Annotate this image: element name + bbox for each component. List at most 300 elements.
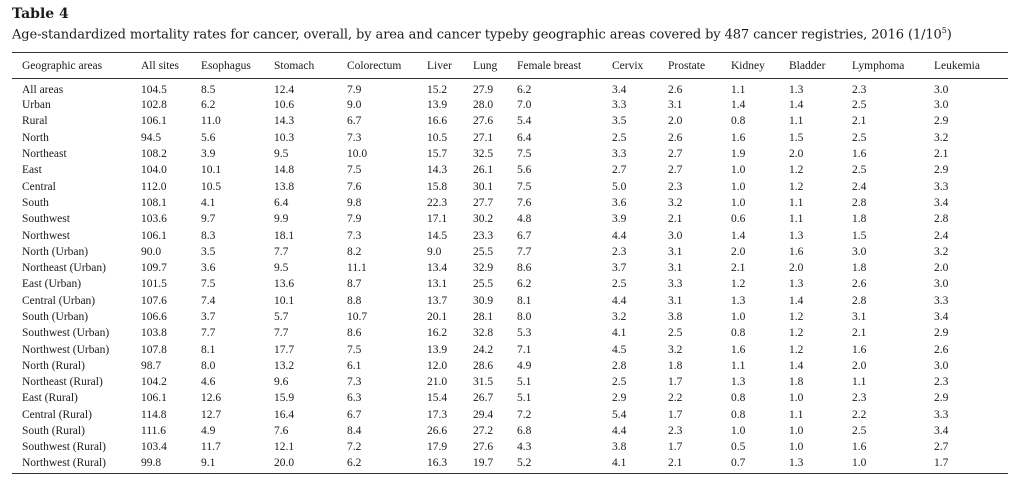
value-cell: 2.5	[612, 131, 627, 144]
column-header: Bladder	[787, 53, 850, 79]
value-cell: 29.4	[473, 408, 494, 421]
value-cell: 3.9	[612, 213, 627, 226]
table-row	[12, 130, 1008, 146]
table-row	[12, 227, 1008, 243]
value-cell: 3.4	[934, 196, 949, 209]
value-cell: 111.6	[141, 425, 167, 438]
area-cell: North (Rural)	[22, 359, 85, 372]
value-cell: 10.1	[274, 294, 295, 307]
value-cell: 7.7	[274, 327, 289, 340]
value-cell: 14.3	[274, 115, 295, 128]
value-cell: 3.1	[852, 311, 867, 323]
value-cell: 5.2	[515, 456, 610, 474]
area-cell: East	[22, 164, 42, 177]
value-cell: 30.1	[473, 180, 494, 193]
area-cell: Southwest (Rural)	[22, 441, 107, 454]
value-cell: 2.7	[612, 164, 627, 177]
value-cell: 13.6	[274, 278, 295, 291]
area-cell: Southwest	[22, 213, 70, 226]
value-cell: 1.2	[731, 278, 746, 291]
value-cell: 1.2	[789, 164, 804, 177]
area-cell: Central (Rural)	[22, 408, 92, 421]
value-cell: 12.6	[201, 392, 222, 405]
value-cell: 3.0	[934, 278, 949, 291]
value-cell: 2.3	[612, 245, 627, 258]
value-cell: 27.9	[473, 84, 494, 96]
table-row	[12, 390, 1008, 406]
area-cell: North (Urban)	[22, 245, 89, 258]
value-cell: 1.0	[731, 425, 746, 438]
value-cell: 26.1	[473, 164, 494, 177]
value-cell: 10.0	[347, 148, 368, 161]
value-cell: 104.2	[141, 376, 167, 389]
value-cell: 3.8	[668, 311, 683, 323]
value-cell: 3.3	[668, 278, 683, 291]
value-cell: 101.5	[141, 278, 167, 291]
value-cell: 9.0	[427, 245, 442, 258]
value-cell: 4.9	[201, 425, 216, 438]
value-cell: 7.7	[517, 245, 532, 258]
value-cell: 3.4	[934, 311, 949, 323]
value-cell: 103.8	[141, 327, 167, 340]
value-cell: 104.0	[141, 164, 167, 177]
value-cell: 3.1	[668, 294, 683, 307]
value-cell: 2.9	[934, 327, 949, 340]
value-cell: 3.6	[612, 196, 627, 209]
value-cell: 2.6	[668, 131, 683, 144]
value-cell: 3.0	[934, 84, 949, 96]
value-cell: 1.3	[731, 294, 746, 307]
area-cell: Rural	[22, 115, 48, 128]
value-cell: 3.5	[201, 245, 216, 258]
value-cell: 7.7	[274, 245, 289, 258]
value-cell: 2.9	[934, 164, 949, 177]
value-cell: 12.4	[274, 84, 295, 96]
value-cell: 13.9	[427, 343, 448, 356]
value-cell: 1.3	[787, 456, 850, 474]
value-cell: 6.7	[347, 115, 362, 128]
value-cell: 1.8	[852, 262, 867, 275]
value-cell: 6.4	[517, 131, 532, 144]
value-cell: 11.7	[201, 441, 221, 454]
value-cell: 6.2	[345, 456, 425, 474]
value-cell: 4.1	[610, 456, 666, 474]
table-row	[12, 162, 1008, 178]
value-cell: 15.4	[427, 392, 448, 405]
area-cell: East (Rural)	[22, 392, 78, 405]
value-cell: 3.1	[668, 245, 683, 258]
value-cell: 2.9	[934, 115, 949, 128]
value-cell: 1.1	[789, 408, 804, 421]
value-cell: 106.1	[141, 115, 167, 128]
value-cell: 10.3	[274, 131, 295, 144]
column-header: Geographic areas	[12, 53, 139, 79]
value-cell: 7.9	[347, 213, 362, 226]
value-cell: 2.2	[668, 392, 683, 405]
value-cell: 2.7	[668, 148, 683, 161]
value-cell: 106.1	[141, 392, 167, 405]
value-cell: 1.3	[789, 278, 804, 291]
value-cell: 2.5	[612, 376, 627, 389]
value-cell: 5.4	[517, 115, 532, 128]
value-cell: 4.1	[612, 327, 627, 340]
value-cell: 0.7	[729, 456, 787, 474]
area-cell: Northwest (Urban)	[22, 343, 110, 356]
area-cell: South (Rural)	[22, 425, 85, 438]
value-cell: 10.5	[201, 180, 222, 193]
value-cell: 9.1	[199, 456, 272, 474]
area-cell: Southwest (Urban)	[22, 327, 110, 340]
value-cell: 27.7	[473, 196, 494, 209]
table-row	[12, 293, 1008, 309]
value-cell: 1.3	[789, 84, 804, 96]
value-cell: 107.6	[141, 294, 167, 307]
value-cell: 3.2	[668, 196, 683, 209]
value-cell: 3.0	[668, 229, 683, 242]
value-cell: 17.3	[427, 408, 448, 421]
value-cell: 6.7	[517, 229, 532, 242]
area-cell: South (Urban)	[22, 311, 89, 323]
value-cell: 32.9	[473, 262, 494, 275]
value-cell: 112.0	[141, 180, 167, 193]
value-cell: 13.2	[274, 359, 295, 372]
value-cell: 3.2	[934, 131, 949, 144]
value-cell: 6.4	[274, 196, 289, 209]
value-cell: 27.1	[473, 131, 494, 144]
table-row	[12, 439, 1008, 455]
value-cell: 2.3	[668, 425, 683, 438]
value-cell: 8.6	[517, 262, 532, 275]
value-cell: 2.3	[934, 376, 949, 389]
area-cell: Urban	[22, 99, 51, 112]
table-row	[12, 276, 1008, 292]
value-cell: 7.5	[517, 180, 532, 193]
column-header: Leukemia	[932, 53, 1008, 79]
value-cell: 9.6	[274, 376, 289, 389]
value-cell: 106.1	[141, 229, 167, 242]
value-cell: 2.4	[934, 229, 949, 242]
value-cell: 19.7	[471, 456, 515, 474]
value-cell: 26.7	[473, 392, 494, 405]
value-cell: 3.3	[934, 294, 949, 307]
value-cell: 1.9	[731, 148, 746, 161]
value-cell: 2.1	[731, 262, 746, 275]
value-cell: 13.4	[427, 262, 448, 275]
value-cell: 1.1	[789, 196, 804, 209]
value-cell: 7.6	[274, 425, 289, 438]
value-cell: 11.1	[347, 262, 367, 275]
value-cell: 15.7	[427, 148, 448, 161]
value-cell: 8.0	[201, 359, 216, 372]
table-row	[12, 456, 1008, 474]
table-row	[12, 358, 1008, 374]
value-cell: 9.9	[274, 213, 289, 226]
value-cell: 1.0	[731, 196, 746, 209]
value-cell: 2.5	[852, 99, 867, 112]
value-cell: 0.8	[731, 408, 746, 421]
value-cell: 23.3	[473, 229, 494, 242]
area-cell: Northwest	[22, 229, 70, 242]
value-cell: 8.6	[347, 327, 362, 340]
value-cell: 0.8	[731, 115, 746, 128]
value-cell: 1.5	[789, 131, 804, 144]
value-cell: 2.5	[852, 131, 867, 144]
value-cell: 5.1	[517, 376, 532, 389]
table-row	[12, 325, 1008, 341]
value-cell: 14.3	[427, 164, 448, 177]
value-cell: 3.1	[668, 99, 683, 112]
value-cell: 2.7	[934, 441, 949, 454]
value-cell: 103.6	[141, 213, 167, 226]
value-cell: 2.1	[852, 327, 867, 340]
value-cell: 2.1	[934, 148, 949, 161]
value-cell: 2.1	[668, 213, 683, 226]
value-cell: 3.2	[668, 343, 683, 356]
area-cell: All areas	[22, 84, 64, 96]
value-cell: 5.7	[274, 311, 289, 323]
value-cell: 8.1	[201, 343, 216, 356]
table-title-text: Age-standardized mortality rates for cancer, overall, by area and cancer typeby geographic areas covered by 487 cancer registries, 2016 (1/10	[12, 27, 942, 43]
value-cell: 5.6	[517, 164, 532, 177]
value-cell: 99.8	[139, 456, 199, 474]
value-cell: 24.2	[473, 343, 494, 356]
value-cell: 1.7	[668, 408, 683, 421]
value-cell: 5.0	[612, 180, 627, 193]
value-cell: 1.6	[789, 245, 804, 258]
value-cell: 9.0	[347, 99, 362, 112]
value-cell: 2.0	[789, 148, 804, 161]
value-cell: 106.6	[141, 311, 167, 323]
value-cell: 1.6	[731, 343, 746, 356]
value-cell: 3.3	[934, 408, 949, 421]
table-row	[12, 211, 1008, 227]
value-cell: 3.6	[201, 262, 216, 275]
value-cell: 2.5	[612, 278, 627, 291]
value-cell: 2.8	[934, 213, 949, 226]
value-cell: 7.5	[347, 343, 362, 356]
value-cell: 3.3	[612, 99, 627, 112]
value-cell: 6.8	[517, 425, 532, 438]
value-cell: 6.7	[347, 408, 362, 421]
value-cell: 5.1	[517, 392, 532, 405]
value-cell: 1.1	[731, 84, 746, 96]
value-cell: 2.3	[852, 84, 867, 96]
value-cell: 17.9	[427, 441, 448, 454]
value-cell: 2.8	[852, 294, 867, 307]
table-body	[12, 79, 1008, 474]
value-cell: 9.5	[274, 148, 289, 161]
value-cell: 7.3	[347, 376, 362, 389]
value-cell: 1.0	[850, 456, 932, 474]
value-cell: 17.1	[427, 213, 448, 226]
value-cell: 3.2	[612, 311, 627, 323]
value-cell: 28.1	[473, 311, 494, 323]
value-cell: 1.2	[789, 311, 804, 323]
value-cell: 12.1	[274, 441, 295, 454]
value-cell: 3.3	[934, 180, 949, 193]
area-cell: Northeast (Urban)	[22, 262, 106, 275]
value-cell: 12.7	[201, 408, 222, 421]
value-cell: 20.0	[272, 456, 345, 474]
value-cell: 94.5	[141, 131, 162, 144]
value-cell: 1.7	[668, 441, 683, 454]
value-cell: 4.4	[612, 294, 627, 307]
value-cell: 0.6	[731, 213, 746, 226]
value-cell: 15.9	[274, 392, 295, 405]
value-cell: 1.1	[852, 376, 867, 389]
value-cell: 7.6	[517, 196, 532, 209]
value-cell: 1.3	[789, 229, 804, 242]
value-cell: 22.3	[427, 196, 448, 209]
value-cell: 4.4	[612, 425, 627, 438]
column-header: Lung	[471, 53, 515, 79]
value-cell: 10.1	[201, 164, 222, 177]
value-cell: 107.8	[141, 343, 167, 356]
value-cell: 3.9	[201, 148, 216, 161]
value-cell: 2.0	[668, 115, 683, 128]
value-cell: 13.1	[427, 278, 448, 291]
value-cell: 2.5	[852, 164, 867, 177]
table-row	[12, 260, 1008, 276]
value-cell: 108.2	[141, 148, 167, 161]
column-header: All sites	[139, 53, 199, 79]
mortality-table	[12, 52, 1008, 474]
value-cell: 2.1	[852, 115, 867, 128]
area-cell: Northwest (Rural)	[12, 456, 139, 474]
value-cell: 13.8	[274, 180, 295, 193]
value-cell: 2.5	[668, 327, 683, 340]
value-cell: 8.2	[347, 245, 362, 258]
value-cell: 1.6	[852, 441, 867, 454]
column-header: Prostate	[666, 53, 729, 79]
value-cell: 6.2	[517, 84, 532, 96]
value-cell: 12.0	[427, 359, 448, 372]
area-cell: Northeast	[22, 148, 67, 161]
value-cell: 9.8	[347, 196, 362, 209]
value-cell: 0.8	[731, 327, 746, 340]
value-cell: 2.0	[934, 262, 949, 275]
value-cell: 28.6	[473, 359, 494, 372]
value-cell: 1.0	[789, 441, 804, 454]
area-cell: Northeast (Rural)	[22, 376, 103, 389]
column-header: Colorectum	[345, 53, 425, 79]
column-header: Stomach	[272, 53, 345, 79]
value-cell: 1.8	[789, 376, 804, 389]
value-cell: 28.0	[473, 99, 494, 112]
value-cell: 5.4	[612, 408, 627, 421]
value-cell: 1.8	[852, 213, 867, 226]
table-row	[12, 423, 1008, 439]
value-cell: 3.7	[612, 262, 627, 275]
column-header: Liver	[425, 53, 471, 79]
table-row	[12, 113, 1008, 129]
value-cell: 90.0	[141, 245, 162, 258]
value-cell: 3.1	[668, 262, 683, 275]
table-row	[12, 79, 1008, 98]
value-cell: 4.8	[517, 213, 532, 226]
value-cell: 2.1	[666, 456, 729, 474]
table-row	[12, 309, 1008, 325]
column-header: Esophagus	[199, 53, 272, 79]
value-cell: 1.0	[789, 425, 804, 438]
value-cell: 109.7	[141, 262, 167, 275]
table-label: Table 4	[12, 6, 69, 22]
value-cell: 2.0	[789, 262, 804, 275]
value-cell: 3.2	[934, 245, 949, 258]
value-cell: 1.4	[789, 99, 804, 112]
value-cell: 1.5	[852, 229, 867, 242]
table-row	[12, 97, 1008, 113]
value-cell: 1.4	[789, 294, 804, 307]
value-cell: 2.8	[852, 196, 867, 209]
value-cell: 8.4	[347, 425, 362, 438]
value-cell: 10.5	[427, 131, 448, 144]
value-cell: 25.5	[473, 245, 494, 258]
value-cell: 16.6	[427, 115, 448, 128]
table-title	[12, 22, 952, 43]
value-cell: 1.1	[789, 115, 804, 128]
value-cell: 2.9	[612, 392, 627, 405]
value-cell: 2.3	[668, 180, 683, 193]
value-cell: 5.3	[517, 327, 532, 340]
value-cell: 7.4	[201, 294, 216, 307]
value-cell: 31.5	[473, 376, 494, 389]
value-cell: 7.5	[517, 148, 532, 161]
value-cell: 7.7	[201, 327, 216, 340]
value-cell: 7.3	[347, 131, 362, 144]
value-cell: 2.2	[852, 408, 867, 421]
value-cell: 7.2	[347, 441, 362, 454]
value-cell: 1.6	[731, 131, 746, 144]
value-cell: 2.6	[852, 278, 867, 291]
value-cell: 3.0	[852, 245, 867, 258]
value-cell: 1.4	[731, 229, 746, 242]
area-cell: Central	[22, 180, 56, 193]
value-cell: 16.2	[427, 327, 448, 340]
value-cell: 4.3	[517, 441, 532, 454]
value-cell: 103.4	[141, 441, 167, 454]
table-row	[12, 244, 1008, 260]
value-cell: 6.2	[201, 99, 216, 112]
value-cell: 13.9	[427, 99, 448, 112]
value-cell: 1.6	[852, 148, 867, 161]
value-cell: 5.6	[201, 131, 216, 144]
value-cell: 9.7	[201, 213, 216, 226]
value-cell: 1.2	[789, 327, 804, 340]
value-cell: 1.1	[731, 359, 746, 372]
area-cell: East (Urban)	[22, 278, 82, 291]
column-header: Cervix	[610, 53, 666, 79]
table-row	[12, 178, 1008, 194]
value-cell: 20.1	[427, 311, 448, 323]
value-cell: 21.0	[427, 376, 448, 389]
value-cell: 3.4	[934, 425, 949, 438]
value-cell: 7.5	[201, 278, 216, 291]
value-cell: 98.7	[141, 359, 162, 372]
value-cell: 8.7	[347, 278, 362, 291]
value-cell: 4.9	[517, 359, 532, 372]
value-cell: 1.6	[852, 343, 867, 356]
table-row	[12, 195, 1008, 211]
value-cell: 114.8	[141, 408, 167, 421]
value-cell: 13.7	[427, 294, 448, 307]
value-cell: 6.2	[517, 278, 532, 291]
value-cell: 2.3	[852, 392, 867, 405]
value-cell: 8.5	[201, 84, 216, 96]
value-cell: 1.7	[932, 456, 1008, 474]
value-cell: 102.8	[141, 99, 167, 112]
value-cell: 14.5	[427, 229, 448, 242]
